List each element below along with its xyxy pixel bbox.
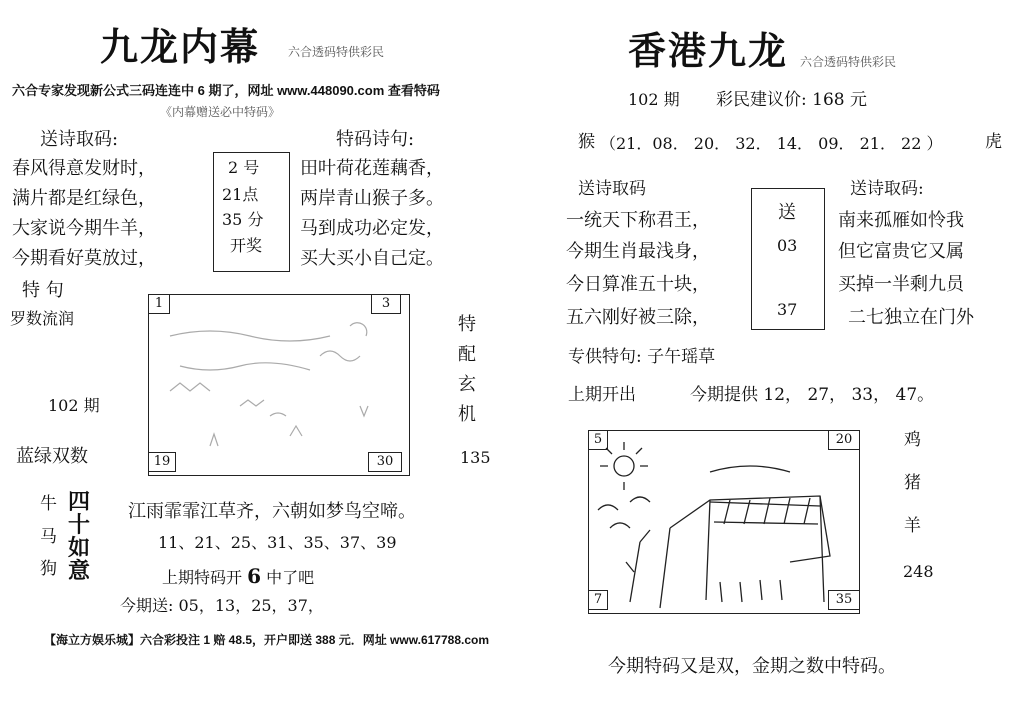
- right-title: 香港九龙: [628, 28, 789, 73]
- last-result-suffix: 中了吧: [266, 568, 315, 587]
- left-poem-right-line: 两岸青山猴子多。: [300, 188, 444, 209]
- left-poem-line: 春风得意发财时，: [12, 158, 156, 179]
- right-poem-header-right: 送诗取码:: [850, 179, 924, 199]
- right-sketch-drawing: [590, 432, 856, 610]
- left-poem-header: 送诗取码:: [40, 129, 119, 150]
- right-side-animal: 羊: [904, 516, 921, 536]
- left-poem-line: 今期看好莫放过，: [12, 248, 156, 269]
- left-poem-right-line: 买大买小自己定。: [300, 248, 444, 269]
- right-price: 彩民建议价: 168 元: [716, 90, 867, 110]
- animal-label: 狗: [40, 559, 57, 579]
- special-label: 特 句: [22, 280, 64, 301]
- animal-label: 牛: [40, 494, 57, 514]
- right-poem-line: 今期生肖最浅身，: [566, 241, 710, 262]
- right-provide: 今期提供 12， 27， 33， 47。: [690, 385, 935, 405]
- left-side-number: 135: [460, 448, 491, 467]
- phrase-char: 如: [68, 535, 91, 561]
- left-top-ad: 六合专家发现新公式三码连连中 6 期了，网址 www.448090.com 查看特码: [12, 83, 440, 98]
- draw-box-line: 2 号: [228, 158, 260, 177]
- phrase-char: 四: [68, 489, 91, 515]
- last-result-prefix: 上期特码开: [162, 568, 243, 587]
- pic-corner-number: 35: [828, 590, 860, 610]
- pic-corner-number: 1: [148, 294, 170, 314]
- right-poem-line: 一统天下称君王，: [566, 210, 710, 231]
- side-char: 特: [458, 314, 476, 335]
- left-sketch-drawing: [150, 296, 406, 472]
- monkey-label: 猴: [578, 132, 595, 152]
- left-poem-line: 大家说今期牛羊，: [12, 218, 156, 239]
- phrase-char: 十: [68, 512, 91, 538]
- right-poem-right-line: 二七独立在门外: [848, 307, 974, 328]
- number-row: （21．08． 20． 32． 14． 09． 21． 22 ）: [600, 134, 943, 153]
- right-poem-line: 五六刚好被三除，: [566, 307, 710, 328]
- right-poem-right-line: 南来孤雁如怜我: [838, 210, 964, 231]
- draw-box-line: 35 分: [222, 210, 264, 229]
- bottom-ad: 【海立方娱乐城】六合彩投注 1 赔 48.5，开户即送 388 元．网址 www.617788.com: [44, 633, 489, 647]
- left-title: 九龙内幕: [100, 24, 261, 69]
- pic-corner-number: 20: [828, 430, 860, 450]
- right-title-tag: 六合透码特供彩民: [800, 55, 897, 69]
- special-label-2: 罗数流润: [10, 309, 75, 328]
- right-side-number: 248: [903, 562, 934, 581]
- draw-box-line: 开奖: [230, 236, 263, 255]
- right-poem-header: 送诗取码: [578, 179, 646, 199]
- pic-corner-number: 3: [371, 294, 401, 314]
- phrase-char: 意: [68, 558, 91, 584]
- right-side-animal: 猪: [904, 473, 921, 493]
- side-char: 配: [458, 344, 476, 365]
- color-hint: 蓝绿双数: [16, 446, 88, 467]
- send-box-number: 37: [777, 300, 798, 319]
- left-poem-line: 满片都是红绿色，: [12, 188, 156, 209]
- right-period: 102 期: [628, 90, 680, 109]
- side-char: 机: [458, 404, 476, 425]
- last-result: [162, 566, 314, 586]
- side-vertical-text: [456, 310, 478, 430]
- right-poem-line: 今日算准五十块，: [566, 274, 710, 295]
- draw-box-line: 21点: [222, 185, 259, 204]
- left-poem-right-line: 马到成功必定发，: [300, 218, 444, 239]
- animal-label: 马: [40, 527, 57, 547]
- left-subtitle: 《内幕赠送必中特码》: [160, 105, 281, 119]
- send-box-label: 送: [778, 202, 796, 223]
- right-poem-right-line: 买掉一半剩九员: [838, 274, 964, 295]
- right-last-label: 上期开出: [568, 385, 636, 405]
- send-box-number: 03: [777, 236, 798, 255]
- side-char: 玄: [458, 374, 476, 395]
- last-result-number: 6: [247, 564, 262, 588]
- pic-corner-number: 19: [148, 452, 176, 472]
- right-special: 专供特句: 子午瑶草: [568, 347, 716, 367]
- right-poem-right-line: 但它富贵它又属: [838, 241, 964, 262]
- today-send: 今期送: 05，13，25，37，: [120, 596, 324, 615]
- right-side-animal: 鸡: [904, 430, 921, 450]
- pic-corner-number: 5: [588, 430, 608, 450]
- left-numbers-line: 11、21、25、31、35、37、39: [158, 533, 397, 552]
- right-footer: 今期特码又是双，金期之数中特码。: [608, 656, 896, 677]
- left-poem-header-right: 特码诗句:: [336, 129, 415, 150]
- left-poem-couplet: 江雨霏霏江草齐，六朝如梦鸟空啼。: [128, 501, 416, 522]
- left-period: 102 期: [48, 396, 100, 415]
- tiger-label: 虎: [985, 132, 1002, 152]
- left-title-tag: 六合透码特供彩民: [288, 45, 385, 59]
- pic-corner-number: 30: [368, 452, 402, 472]
- pic-corner-number: 7: [588, 590, 608, 610]
- left-poem-right-line: 田叶荷花莲藕香，: [300, 158, 444, 179]
